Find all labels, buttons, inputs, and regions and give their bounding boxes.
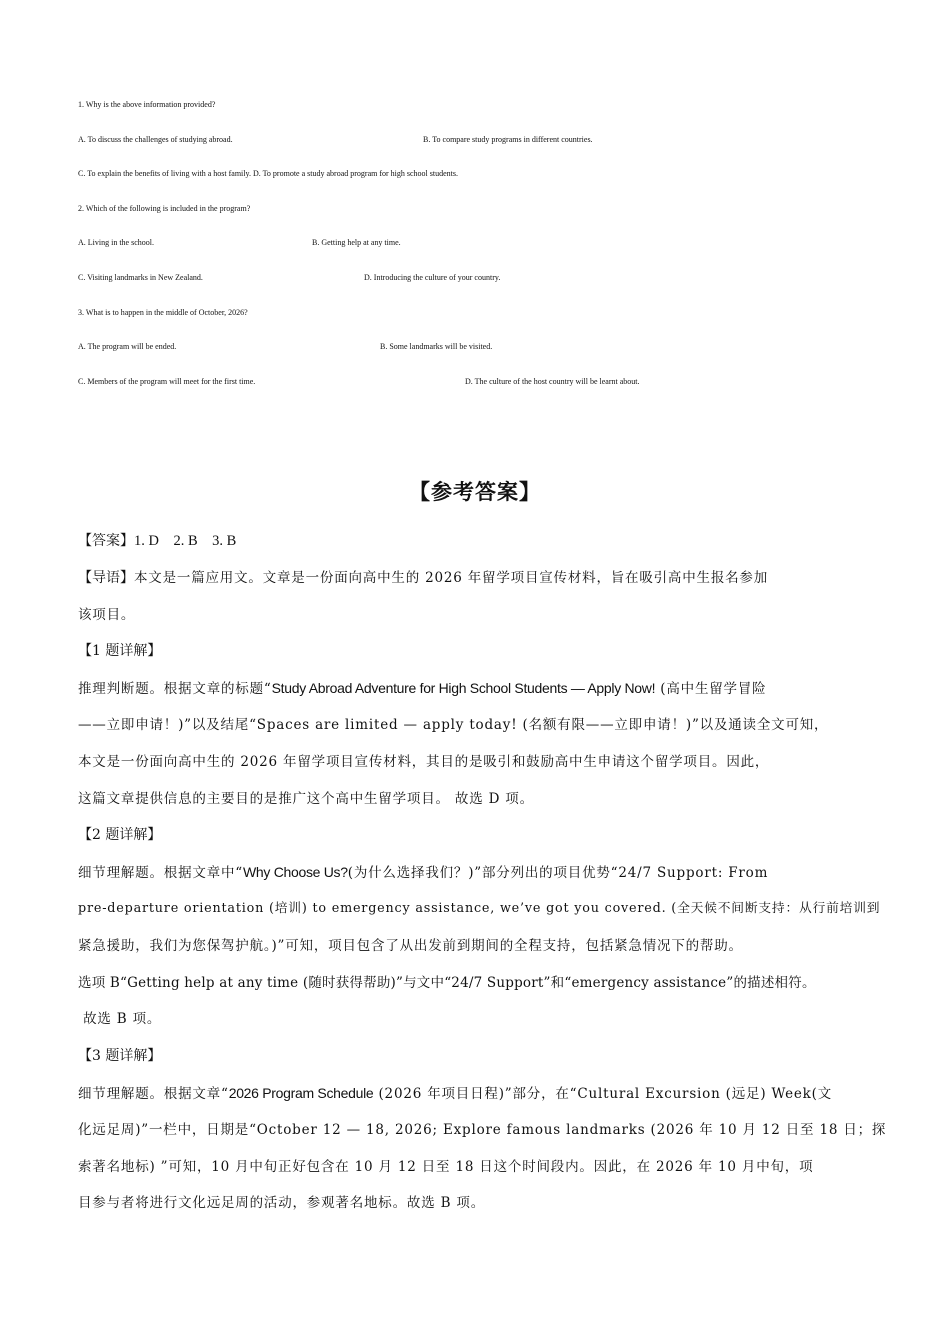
option-row: [78, 162, 908, 197]
questions-section: [78, 93, 908, 404]
q1-heading: 【1 题详解】: [78, 643, 162, 660]
q3-text: 细节理解题。根据文章“: [78, 1085, 229, 1102]
q2-text: (为什么选择我们？)”部分列出的项目优势“24/7 Support: From: [347, 865, 769, 882]
q2-line: pre-departure orientation (培训) to emergency assistance, we’ve got you covered. (全天候不间断支持：从行前培训到: [78, 900, 881, 916]
q1-text: 推理判断题。根据文章的标题“: [78, 681, 272, 698]
intro-text: 本文是一篇应用文。文章是一份面向高中生的 2026 年留学项目宣传材料，旨在吸引高中生报名参加: [134, 569, 769, 586]
intro-text: 该项目。: [78, 606, 136, 623]
option-c: C. Visiting landmarks in New Zealand.: [78, 272, 203, 282]
q1-line: [78, 675, 888, 712]
q3-heading: 【3 题详解】: [78, 1048, 162, 1065]
option-a: A. Living in the school.: [78, 238, 154, 248]
q2-line: 故选 B 项。: [78, 1011, 162, 1028]
q2-line: [78, 859, 888, 896]
option-a: A. To discuss the challenges of studying abroad.: [78, 134, 233, 144]
answer-line: [78, 528, 888, 565]
question-stem: 2. Which of the following is included in the program?: [78, 203, 251, 213]
answers-title: 【参考答案】: [409, 480, 541, 504]
q2-line: 紧急援助，我们为您保驾护航。)”可知，项目包含了从出发前到期间的全程支持，包括紧急情况下的帮助。: [78, 937, 743, 954]
q3-line: 索著名地标) ”可知，10 月中旬正好包含在 10 月 12 日至 18 日这个时间段内。因此，在 2026 年 10 月中旬，项: [78, 1158, 814, 1175]
q1-line: 本文是一份面向高中生的 2026 年留学项目宣传材料，其目的是吸引和鼓励高中生申请这个留学项目。因此，: [78, 753, 770, 770]
answer-label: 【答案】: [78, 533, 134, 549]
q3-text: (2026 年项目日程)”部分，在“Cultural Excursion (远足) Week(文: [373, 1085, 832, 1102]
q1-line: 这篇文章提供信息的主要目的是推广这个高中生留学项目。 故选 D 项。: [78, 790, 534, 807]
q2-text: 细节理解题。根据文章中“: [78, 865, 244, 882]
section-title-quote: Why Choose Us?: [243, 864, 348, 881]
article-title-quote: Study Abroad Adventure for High School Students — Apply Now!: [271, 680, 656, 697]
q2-line: 选项 B“Getting help at any time (随时获得帮助)”与文中“24/7 Support”和“emergency assistance”的描述相符。: [78, 974, 816, 991]
option-b: B. Some landmarks will be visited.: [380, 342, 493, 352]
q2-heading: 【2 题详解】: [78, 827, 162, 844]
intro-label: 【导语】: [78, 569, 134, 586]
option-c: C. Members of the program will meet for the first time.: [78, 376, 256, 386]
question-stem: 1. Why is the above information provided?: [78, 100, 216, 109]
option-d: D. To promote a study abroad program for high school students.: [252, 169, 459, 179]
intro-line: [78, 565, 888, 602]
schedule-title-quote: 2026 Program Schedule: [228, 1084, 374, 1101]
option-row: [78, 266, 908, 301]
option-row: [78, 335, 908, 370]
q3-line: [78, 1080, 888, 1117]
q3-line: 化远足周)”一栏中，日期是“October 12 — 18, 2026; Explore famous landmarks (2026 年 10 月 12 日至 18 日；探: [78, 1121, 887, 1138]
option-d: D. Introducing the culture of your country.: [364, 272, 501, 282]
q1-line: ——立即申请！)”以及结尾“Spaces are limited — apply today! (名额有限——立即申请！)”以及通读全文可知，: [78, 716, 829, 733]
answers-section: [78, 528, 888, 1227]
option-row: [78, 370, 908, 405]
question-stem: 3. What is to happen in the middle of October, 2026?: [78, 307, 248, 317]
option-row: [78, 128, 908, 163]
option-d: D. The culture of the host country will be learnt about.: [465, 376, 640, 386]
q3-line: 目参与者将进行文化远足周的活动，参观著名地标。故选 B 项。: [78, 1195, 486, 1212]
q1-text: (高中生留学冒险: [655, 681, 767, 698]
option-row: [78, 231, 908, 266]
option-c: C. To explain the benefits of living with a host family.: [78, 169, 251, 179]
option-b: B. To compare study programs in different countries.: [423, 134, 593, 144]
option-b: B. Getting help at any time.: [312, 238, 401, 248]
option-a: A. The program will be ended.: [78, 342, 177, 352]
answer-values: 1. D 2. B 3. B: [134, 533, 237, 549]
